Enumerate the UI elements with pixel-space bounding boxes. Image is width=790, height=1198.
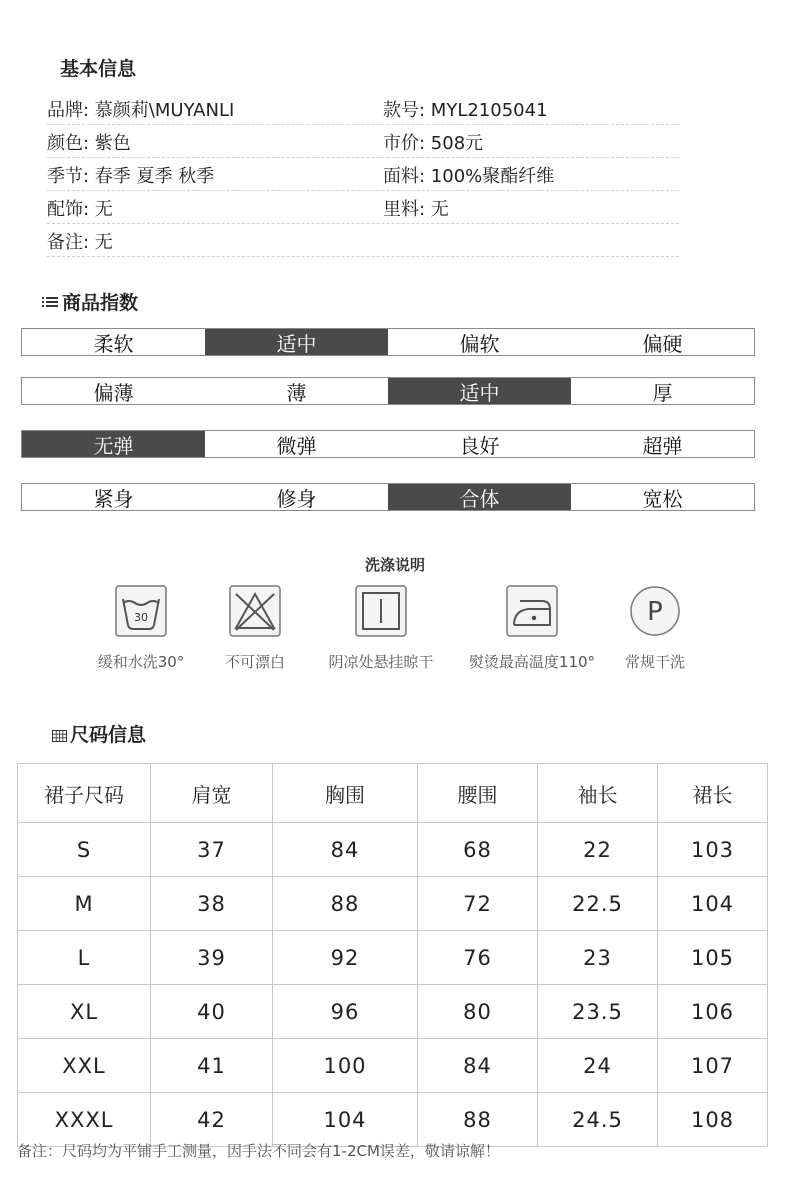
table-cell: 24 <box>538 1039 658 1093</box>
wash-30-icon <box>115 585 167 637</box>
table-cell: S <box>18 823 151 877</box>
table-cell: 88 <box>273 877 418 931</box>
index-row-elasticity <box>21 430 755 458</box>
table-cell: 40 <box>151 985 273 1039</box>
no-bleach-icon <box>229 585 281 637</box>
index-option: 修身 <box>276 486 317 511</box>
index-row-thickness <box>21 377 755 405</box>
table-cell: 72 <box>418 877 538 931</box>
size-header <box>52 720 146 747</box>
index-header <box>42 288 138 315</box>
index-option: 良好 <box>459 433 500 458</box>
table-cell: 104 <box>658 877 768 931</box>
size-table-header <box>18 764 768 823</box>
table-cell: 92 <box>273 931 418 985</box>
index-row-fit <box>21 483 755 511</box>
table-cell: 24.5 <box>538 1093 658 1147</box>
size-note: 备注：尺码均为平铺手工测量，因手法不同会有1-2CM误差，敬请谅解！ <box>17 1142 500 1160</box>
index-option: 紧身 <box>93 486 134 511</box>
table-cell: 41 <box>151 1039 273 1093</box>
grid-table-icon <box>52 730 67 742</box>
hang-dry-shade-icon <box>355 585 407 637</box>
wash-label: 常规干洗 <box>624 653 685 671</box>
table-cell: 100 <box>273 1039 418 1093</box>
index-option: 微弹 <box>276 433 317 458</box>
header-cell: 裙长 <box>658 764 768 823</box>
table-cell: M <box>18 877 151 931</box>
index-option: 超弹 <box>642 433 683 458</box>
table-cell: 42 <box>151 1093 273 1147</box>
divider <box>47 256 679 257</box>
header-cell: 袖长 <box>538 764 658 823</box>
svg-text:30: 30 <box>134 611 148 624</box>
info-accessory: 配饰: 无 <box>47 199 113 220</box>
table-cell: 105 <box>658 931 768 985</box>
divider <box>47 223 679 224</box>
table-cell: 96 <box>273 985 418 1039</box>
table-cell: 22 <box>538 823 658 877</box>
header-cell: 腰围 <box>418 764 538 823</box>
table-row <box>18 985 768 1039</box>
info-price: 市价: 508元 <box>383 133 484 154</box>
table-cell: XXL <box>18 1039 151 1093</box>
wash-title: 洗涤说明 <box>364 556 425 574</box>
header-cell: 裙子尺码 <box>18 764 151 823</box>
table-cell: 80 <box>418 985 538 1039</box>
info-remark: 备注: 无 <box>47 232 113 253</box>
wash-label: 熨烫最高温度110° <box>468 653 596 671</box>
svg-text:P: P <box>647 597 663 627</box>
table-cell: XL <box>18 985 151 1039</box>
index-option: 宽松 <box>642 486 683 511</box>
table-cell: 38 <box>151 877 273 931</box>
info-season: 季节: 春季 夏季 秋季 <box>47 166 215 187</box>
index-option: 薄 <box>286 380 307 405</box>
table-row <box>18 1093 768 1147</box>
table-cell: 84 <box>418 1039 538 1093</box>
wash-item <box>306 585 456 672</box>
table-cell: L <box>18 931 151 985</box>
wash-label: 阴凉处悬挂晾干 <box>328 653 434 671</box>
table-cell: 108 <box>658 1093 768 1147</box>
divider <box>47 157 679 158</box>
table-cell: 23.5 <box>538 985 658 1039</box>
table-cell: XXXL <box>18 1093 151 1147</box>
info-brand: 品牌: 慕颜莉\MUYANLI <box>47 100 235 121</box>
table-cell: 22.5 <box>538 877 658 931</box>
table-cell: 107 <box>658 1039 768 1093</box>
index-option: 偏薄 <box>93 380 134 405</box>
table-cell: 88 <box>418 1093 538 1147</box>
iron-110-icon <box>506 585 558 637</box>
table-cell: 39 <box>151 931 273 985</box>
info-fabric: 面料: 100%聚酯纤维 <box>383 166 555 187</box>
wash-label: 缓和水洗30° <box>97 653 185 671</box>
table-cell: 104 <box>273 1093 418 1147</box>
table-cell: 23 <box>538 931 658 985</box>
info-color: 颜色: 紫色 <box>47 133 131 154</box>
info-style-no: 款号: MYL2105041 <box>383 100 548 121</box>
divider <box>47 124 679 125</box>
table-cell: 76 <box>418 931 538 985</box>
table-row <box>18 931 768 985</box>
wash-item <box>580 585 730 672</box>
info-lining: 里料: 无 <box>383 199 449 220</box>
index-option: 偏硬 <box>642 331 683 356</box>
table-cell: 68 <box>418 823 538 877</box>
table-cell: 84 <box>273 823 418 877</box>
table-cell: 37 <box>151 823 273 877</box>
index-option-selected: 适中 <box>205 329 388 355</box>
table-row <box>18 1039 768 1093</box>
index-row-softness <box>21 328 755 356</box>
wash-label: 不可漂白 <box>224 653 285 671</box>
divider <box>47 190 679 191</box>
index-option: 偏软 <box>459 331 500 356</box>
size-title: 尺码信息 <box>70 724 147 746</box>
table-row <box>18 823 768 877</box>
index-option-selected: 合体 <box>388 484 571 510</box>
header-cell: 肩宽 <box>151 764 273 823</box>
size-table <box>17 763 768 1147</box>
index-option: 柔软 <box>93 331 134 356</box>
table-cell: 103 <box>658 823 768 877</box>
index-option-selected: 适中 <box>388 378 571 404</box>
dry-clean-p-icon <box>629 585 681 637</box>
index-option: 厚 <box>652 380 673 405</box>
index-title: 商品指数 <box>62 292 139 314</box>
index-option-selected: 无弹 <box>22 431 205 457</box>
basic-info-title: 基本信息 <box>60 58 137 80</box>
table-cell: 106 <box>658 985 768 1039</box>
list-icon <box>42 296 58 308</box>
table-row <box>18 877 768 931</box>
header-cell: 胸围 <box>273 764 418 823</box>
